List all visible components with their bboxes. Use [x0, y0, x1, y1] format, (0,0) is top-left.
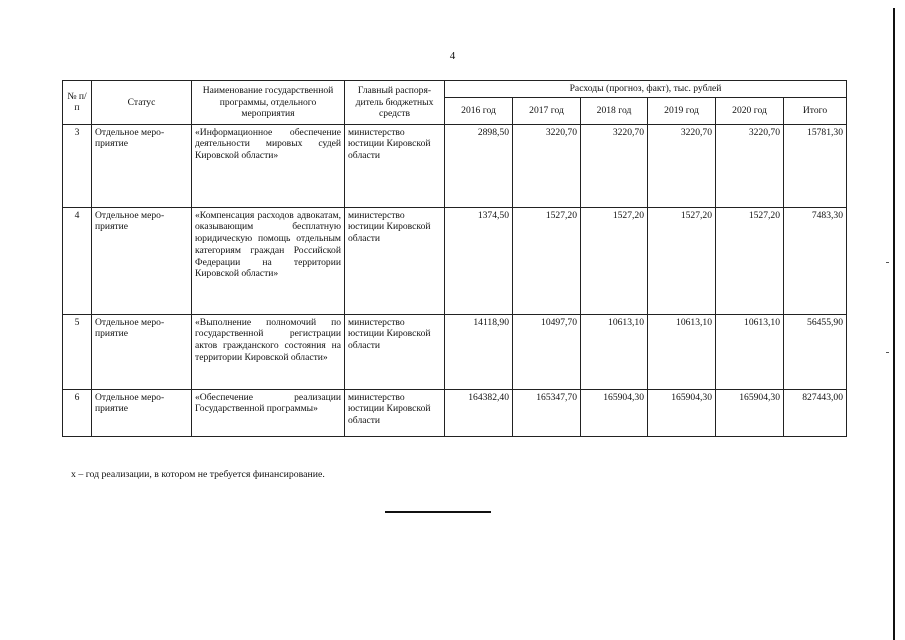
- row-value-2020: 3220,70: [716, 124, 784, 207]
- table-row: [63, 207, 847, 314]
- row-status: Отдельное мероприятие: [92, 207, 192, 314]
- page-edge-tick: [886, 262, 889, 263]
- table-row: [63, 124, 847, 207]
- header-manager: Главный распорядитель бюджетных средств: [345, 81, 445, 125]
- row-value-2018: 1527,20: [581, 207, 648, 314]
- page-edge-line: [893, 8, 895, 640]
- header-year: 2019 год: [648, 97, 716, 124]
- table-row: [63, 314, 847, 389]
- header-num: № п/п: [63, 81, 92, 125]
- row-value-2019: 1527,20: [648, 207, 716, 314]
- row-num: 3: [63, 124, 92, 207]
- row-name: «Компенсация расходов адвокатам, оказывающим бесплатную юридическую помощь отдельным категориям граждан Российской Федерации на территории Кировской области»: [192, 207, 345, 314]
- row-value-2018: 3220,70: [581, 124, 648, 207]
- row-name: «Обеспечение реализации Государственной программы»: [192, 389, 345, 436]
- page-edge-tick: [886, 352, 889, 353]
- row-value-2019: 10613,10: [648, 314, 716, 389]
- row-num: 6: [63, 389, 92, 436]
- end-rule: [385, 511, 491, 513]
- row-status: Отдельное мероприятие: [92, 314, 192, 389]
- row-value-total: 56455,90: [784, 314, 847, 389]
- row-value-2020: 165904,30: [716, 389, 784, 436]
- row-name: «Информационное обеспечение деятельности мировых судей Кировской области»: [192, 124, 345, 207]
- row-status: Отдельное мероприятие: [92, 389, 192, 436]
- row-value-total: 15781,30: [784, 124, 847, 207]
- header-year: 2017 год: [513, 97, 581, 124]
- row-value-2016: 2898,50: [445, 124, 513, 207]
- page-number: 4: [449, 50, 456, 62]
- row-value-2020: 10613,10: [716, 314, 784, 389]
- row-value-2018: 10613,10: [581, 314, 648, 389]
- row-num: 4: [63, 207, 92, 314]
- row-status: Отдельное мероприятие: [92, 124, 192, 207]
- header-status: Статус: [92, 81, 192, 125]
- row-value-2019: 3220,70: [648, 124, 716, 207]
- header-year: 2020 год: [716, 97, 784, 124]
- header-year: 2018 год: [581, 97, 648, 124]
- row-value-2017: 165347,70: [513, 389, 581, 436]
- row-value-2020: 1527,20: [716, 207, 784, 314]
- row-manager: министерство юстиции Кировской области: [345, 389, 445, 436]
- row-value-total: 7483,30: [784, 207, 847, 314]
- row-name: «Выполнение полномочий по государственной регистрации актов гражданского состояния на территории Кировской области»: [192, 314, 345, 389]
- header-total: Итого: [784, 97, 847, 124]
- header-name: Наименование государственной программы, отдельного мероприятия: [192, 81, 345, 125]
- row-manager: министерство юстиции Кировской области: [345, 124, 445, 207]
- row-value-2016: 14118,90: [445, 314, 513, 389]
- header-expenses: Расходы (прогноз, факт), тыс. рублей: [445, 81, 847, 98]
- row-manager: министерство юстиции Кировской области: [345, 207, 445, 314]
- row-manager: министерство юстиции Кировской области: [345, 314, 445, 389]
- header-year: 2016 год: [445, 97, 513, 124]
- row-value-2018: 165904,30: [581, 389, 648, 436]
- row-value-2019: 165904,30: [648, 389, 716, 436]
- row-value-2016: 164382,40: [445, 389, 513, 436]
- row-value-total: 827443,00: [784, 389, 847, 436]
- table-row: [63, 389, 847, 436]
- row-value-2016: 1374,50: [445, 207, 513, 314]
- row-num: 5: [63, 314, 92, 389]
- row-value-2017: 3220,70: [513, 124, 581, 207]
- expenses-table: [62, 80, 847, 437]
- row-value-2017: 10497,70: [513, 314, 581, 389]
- footnote: x – год реализации, в котором не требуется финансирование.: [71, 469, 325, 480]
- row-value-2017: 1527,20: [513, 207, 581, 314]
